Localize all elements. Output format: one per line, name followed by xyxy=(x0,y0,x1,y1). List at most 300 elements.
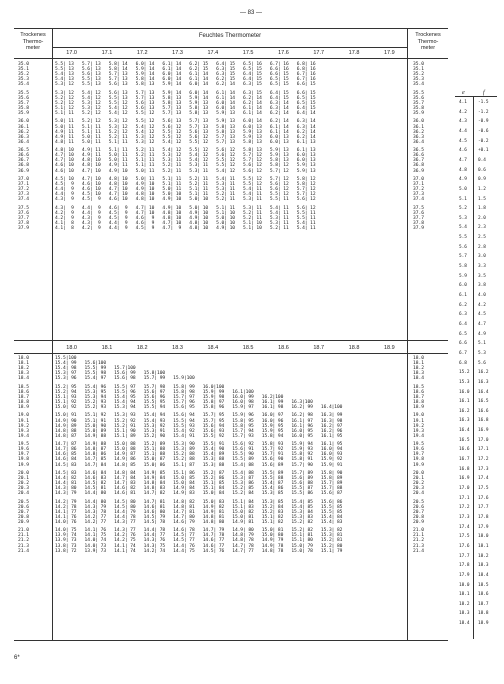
frame-header-bottom xyxy=(14,58,448,59)
dry-value-left: 37.8 xyxy=(18,220,30,226)
dry-value-right: 36.2 xyxy=(413,129,425,135)
dry-value-left: 18.0 xyxy=(18,356,30,361)
side-e-value: 4.8 xyxy=(459,167,467,173)
dry-value-right: 19.6 xyxy=(413,447,425,453)
table-row: 4.2| 9 4.3| 9 4.5| 9 4.6| 9 4.8| 10 4.9| 10 5.0| 10 5.2| 11 5.3| 11 5.5| 11 xyxy=(55,215,316,221)
table-row: 14.8| 88 15.0| 89 15.1| 90 15.3| 91 15.4| 92 15.6| 93 15.7| 94 15.9| 95 16.0| 95 16.2| 96 xyxy=(55,428,343,434)
dry-value-right: 37.5 xyxy=(413,205,425,211)
dry-value-right: 35.5 xyxy=(413,90,425,96)
side-f-value: 17.9 xyxy=(478,524,489,530)
side-e-value: 6.1 xyxy=(459,293,467,298)
dry-value-right: 37.1 xyxy=(413,181,425,187)
dry-value-left: 18.3 xyxy=(18,371,30,377)
side-f-value: 17.1 xyxy=(478,447,489,453)
table-row: 5.3| 12 5.5| 13 5.6| 13 5.8| 13 5.9| 14 6.0| 14 6.2| 14 6.3| 15 6.5| 15 6.6| 15 xyxy=(55,82,316,88)
dry-value-right: 19.8 xyxy=(413,457,425,463)
side-f-value: -0.9 xyxy=(478,119,489,125)
column-header: 18.1 xyxy=(101,345,113,351)
dry-value-left: 19.4 xyxy=(18,433,30,439)
side-f-value: 5.1 xyxy=(478,341,486,347)
dry-value-left: 35.0 xyxy=(18,62,30,67)
dry-value-right: 18.6 xyxy=(413,389,425,395)
dry-value-left: 19.8 xyxy=(18,457,30,463)
dry-value-right: 18.7 xyxy=(413,394,425,400)
dry-value-left: 20.2 xyxy=(18,481,30,486)
table-row: 14.0| 75 14.1| 76 14.3| 77 14.4| 78 14.6| 78 14.7| 79 14.9| 80 15.0| 81 15.2| 82 15.3| 82 xyxy=(55,528,343,534)
dry-value-left: 19.3 xyxy=(18,428,30,434)
frame-left-col-divider xyxy=(52,28,53,640)
side-f-value: 5.3 xyxy=(478,350,486,356)
dry-value-left: 36.9 xyxy=(18,168,30,174)
table-row: 15.3| 96 15.4| 97 15.6| 98 15.7| 99 15.9|100 xyxy=(55,376,195,382)
dry-value-right: 19.0 xyxy=(413,413,425,419)
side-f-value: 18.1 xyxy=(478,543,489,549)
dry-value-right: 37.9 xyxy=(413,225,425,231)
side-f-value: 16.6 xyxy=(478,408,489,414)
side-e-value: 4.4 xyxy=(459,128,467,134)
side-f-value: 16.5 xyxy=(478,399,489,405)
table-row: 4.6| 10 4.7| 10 4.9| 10 5.0| 11 5.2| 11 5.3| 11 5.4| 12 5.6| 12 5.7| 12 5.9| 13 xyxy=(55,168,316,174)
side-f-value: 0.4 xyxy=(478,157,486,163)
dry-value-right: 21.0 xyxy=(413,528,425,534)
dry-value-left: 19.1 xyxy=(18,418,30,424)
side-e-value: 16.7 xyxy=(459,457,470,463)
side-f-value: 0.9 xyxy=(478,177,486,183)
dry-value-right: 18.3 xyxy=(413,371,425,377)
dry-value-left: 18.8 xyxy=(18,400,30,405)
side-f-value: 18.2 xyxy=(478,553,489,559)
side-f-value: 3.3 xyxy=(478,264,486,270)
column-header: 17.0 xyxy=(66,50,77,56)
table-row: 5.0| 11 5.1| 11 5.3| 12 5.4| 12 5.6| 12 5.7| 13 5.8| 13 6.0| 13 6.1| 14 6.3| 14 xyxy=(55,124,316,130)
column-header: 17.4 xyxy=(207,50,219,56)
dry-value-left: 19.0 xyxy=(18,413,30,419)
dry-value-left: 36.1 xyxy=(18,124,30,130)
dry-value-right: 19.2 xyxy=(413,423,425,429)
table-row: 4.7| 10 4.9| 11 5.0| 11 5.2| 11 5.3| 12 5.4| 12 5.6| 12 5.7| 12 5.9| 13 6.0| 13 xyxy=(55,153,316,159)
dry-value-right: 35.1 xyxy=(413,67,425,73)
table-row: 4.6| 10 4.8| 10 4.9| 11 5.1| 11 5.2| 11 5.3| 11 5.5| 12 5.6| 12 5.8| 12 5.9| 13 xyxy=(55,163,316,169)
frame-top xyxy=(14,28,448,29)
table-row: 4.2| 9 4.4| 9 4.5| 9 4.7| 10 4.8| 10 4.9| 10 5.1| 10 5.2| 11 5.4| 11 5.5| 11 xyxy=(55,210,316,216)
side-e-value: 18.4 xyxy=(459,621,470,627)
side-e-value: 16.4 xyxy=(459,428,470,434)
dry-value-left: 19.2 xyxy=(18,423,30,429)
table-row: 15.2| 94 15.3| 95 15.5| 96 15.6| 97 15.8| 98 15.9| 99 16.1|100 xyxy=(55,389,254,395)
center-header-label: Feuchtes Thermometer xyxy=(198,33,262,39)
table-row: 5.5| 13 5.6| 13 5.8| 14 5.9| 14 6.1| 14 6.2| 15 6.3| 15 6.5| 15 6.6| 16 6.8| 16 xyxy=(55,67,316,73)
table-row: 13.9| 74 14.1| 75 14.2| 76 14.4| 77 14.5| 77 14.7| 78 14.8| 79 15.0| 80 15.1| 81 15.3| 81 xyxy=(55,533,343,539)
table-row: 4.3| 9 4.5| 9 4.6| 10 4.8| 10 4.9| 10 5.0| 10 5.2| 11 5.3| 11 5.5| 11 5.6| 12 xyxy=(55,197,316,203)
dry-value-left: 21.0 xyxy=(18,528,30,534)
side-e-value: 17.3 xyxy=(459,514,470,520)
dry-value-right: 20.1 xyxy=(413,475,425,481)
column-header: 17.3 xyxy=(172,50,183,56)
dry-value-left: 18.7 xyxy=(18,394,30,400)
side-f-value: 0.6 xyxy=(478,167,486,173)
table-row: 5.4| 13 5.5| 13 5.7| 13 5.8| 14 6.0| 14 6.1| 14 6.2| 15 6.4| 15 6.5| 15 6.7| 16 xyxy=(55,77,316,83)
dry-value-left: 36.4 xyxy=(18,139,30,145)
dry-value-right: 18.9 xyxy=(413,405,425,411)
column-header: 17.5 xyxy=(242,50,254,56)
dry-value-left: 18.1 xyxy=(18,361,30,367)
table-row: 5.5| 13 5.7| 13 5.8| 14 6.0| 14 6.1| 14 6.2| 15 6.4| 15 6.5| 16 6.7| 16 6.8| 16 xyxy=(55,62,316,67)
side-f-value: 16.2 xyxy=(478,370,489,376)
column-header: 17.9 xyxy=(383,50,395,56)
side-f-value: 18.3 xyxy=(478,563,489,569)
side-col-f-header: f xyxy=(483,90,485,96)
table-row: 4.9| 11 5.0| 11 5.2| 11 5.3| 12 5.5| 12 5.6| 12 5.7| 13 5.9| 13 6.0| 13 6.2| 14 xyxy=(55,134,316,140)
dry-value-left: 36.7 xyxy=(18,158,30,164)
side-e-value: 4.7 xyxy=(459,157,467,163)
dry-value-left: 35.3 xyxy=(18,77,30,83)
side-e-value: 5.8 xyxy=(459,264,467,270)
side-e-value: 5.0 xyxy=(459,186,467,192)
table-row: 15.5|100 xyxy=(55,356,77,361)
table-row: 14.3| 79 14.4| 80 14.6| 81 14.7| 82 14.9| 83 15.0| 84 15.2| 84 15.3| 85 15.5| 86 15.6| 87 xyxy=(55,491,343,497)
table-row: 13.9| 73 14.0| 74 14.2| 75 14.3| 76 14.5| 77 14.6| 77 14.8| 78 14.9| 79 15.1| 80 15.2| 81 xyxy=(55,538,343,544)
side-e-value: 15.3 xyxy=(459,379,470,385)
side-f-value: 3.8 xyxy=(478,283,486,289)
table-row: 4.1| 8 4.3| 9 4.4| 9 4.6| 9 4.7| 10 4.8| 10 5.0| 10 5.1| 10 5.3| 11 5.4| 11 xyxy=(55,220,316,226)
table-row: 13.8| 72 13.9| 73 14.1| 74 14.2| 74 14.4| 75 14.5| 76 14.7| 77 14.8| 78 15.0| 78 15.1| 79 xyxy=(55,548,343,554)
side-e-value: 17.8 xyxy=(459,563,470,569)
dry-value-right: 36.7 xyxy=(413,158,425,164)
dry-value-left: 35.5 xyxy=(18,90,30,96)
dry-value-right: 18.5 xyxy=(413,384,425,390)
side-e-value: 4.9 xyxy=(459,177,467,183)
dry-value-left: 37.7 xyxy=(18,215,30,221)
dry-value-left: 18.9 xyxy=(18,405,30,411)
table-row: 5.2| 12 5.4| 12 5.5| 13 5.7| 13 5.8| 13 5.9| 14 6.1| 14 6.2| 14 6.4| 15 6.5| 15 xyxy=(55,95,316,101)
column-header: 18.8 xyxy=(348,345,360,351)
side-f-value: 17.2 xyxy=(478,457,489,463)
dry-value-right: 37.7 xyxy=(413,215,425,221)
side-f-value: 3.5 xyxy=(478,273,486,279)
column-header: 18.0 xyxy=(66,345,77,351)
dry-value-left: 37.3 xyxy=(18,192,30,198)
table-row: 4.8| 11 5.0| 11 5.1| 11 5.3| 12 5.4| 12 5.5| 12 5.7| 13 5.8| 13 6.0| 13 6.1| 13 xyxy=(55,139,316,145)
side-e-value: 16.6 xyxy=(459,447,470,453)
column-header: 18.2 xyxy=(136,345,148,351)
side-f-value: 16.3 xyxy=(478,379,489,385)
dry-value-right: 19.4 xyxy=(413,433,425,439)
column-header: 18.6 xyxy=(278,345,289,351)
dry-value-left: 20.4 xyxy=(18,491,30,497)
side-f-value: 17.6 xyxy=(478,495,489,501)
dry-value-right: 20.2 xyxy=(413,481,425,486)
table-row: 14.5| 83 14.7| 84 14.8| 85 15.0| 86 15.1| 87 15.3| 88 15.4| 88 15.6| 89 15.7| 90 15.9| 91 xyxy=(55,462,343,468)
dry-value-left: 20.7 xyxy=(18,509,30,515)
side-table-top xyxy=(455,96,497,97)
dry-value-left: 35.2 xyxy=(18,72,30,78)
dry-value-left: 35.1 xyxy=(18,67,30,73)
side-f-value: 18.5 xyxy=(478,582,489,588)
side-e-value: 16.5 xyxy=(459,437,470,443)
left-header-label: Trockenes Thermo- meter xyxy=(20,32,46,51)
dry-value-left: 37.4 xyxy=(18,197,30,203)
dry-value-right: 19.7 xyxy=(413,452,425,458)
table-row: 4.7| 10 4.8| 10 5.0| 11 5.1| 11 5.3| 11 5.4| 12 5.5| 12 5.7| 12 5.8| 13 6.0| 13 xyxy=(55,158,316,164)
side-e-value: 18.0 xyxy=(459,582,470,588)
dry-value-left: 20.8 xyxy=(18,514,30,520)
dry-value-left: 36.3 xyxy=(18,134,30,140)
side-e-value: 6.5 xyxy=(459,331,467,337)
page-number: — 83 — xyxy=(240,10,263,16)
block-separator-2 xyxy=(14,353,448,354)
side-e-value: 5.5 xyxy=(459,235,467,241)
side-f-value: 18.8 xyxy=(478,611,489,617)
column-header: 17.1 xyxy=(101,50,113,56)
side-f-value: 2.8 xyxy=(478,244,486,250)
dry-value-right: 18.4 xyxy=(413,376,425,382)
dry-value-right: 35.4 xyxy=(413,82,425,88)
side-f-value: 18.9 xyxy=(478,621,489,627)
table-row: 5.0| 11 5.2| 12 5.3| 12 5.5| 12 5.6| 13 5.7| 13 5.9| 13 6.0| 14 6.2| 14 6.3| 14 xyxy=(55,119,316,125)
dry-value-right: 35.7 xyxy=(413,100,425,106)
side-e-value: 17.6 xyxy=(459,543,470,549)
side-e-value: 4.6 xyxy=(459,148,467,154)
dry-value-right: 20.5 xyxy=(413,499,425,505)
dry-value-left: 37.9 xyxy=(18,225,30,231)
side-e-value: 5.9 xyxy=(459,273,467,279)
table-row: 15.0| 92 15.2| 93 15.3| 94 15.5| 94 15.6| 95 15.8| 96 15.9| 97 16.1| 98 16.2| 99 16.4|100 xyxy=(55,405,343,411)
side-e-value: 16.3 xyxy=(459,418,470,424)
table-row: 4.4| 9 4.5| 10 4.7| 10 4.8| 10 5.0| 10 5.1| 11 5.2| 11 5.4| 11 5.5| 12 5.7| 12 xyxy=(55,192,316,198)
side-e-value: 17.2 xyxy=(459,505,470,511)
side-f-value: -1.2 xyxy=(478,109,489,115)
dry-value-left: 18.4 xyxy=(18,376,30,382)
dry-value-left: 19.6 xyxy=(18,447,30,453)
dry-value-right: 37.2 xyxy=(413,187,425,192)
dry-value-right: 37.6 xyxy=(413,210,425,216)
dry-value-left: 35.7 xyxy=(18,100,30,106)
dry-value-right: 20.6 xyxy=(413,504,425,510)
side-f-value: 4.5 xyxy=(478,312,486,318)
dry-value-left: 19.9 xyxy=(18,462,30,468)
dry-value-left: 18.5 xyxy=(18,384,30,390)
dry-value-right: 36.1 xyxy=(413,124,425,130)
dry-value-left: 36.0 xyxy=(18,119,30,125)
center-label-underline xyxy=(52,47,407,48)
side-e-value: 16.2 xyxy=(459,408,470,414)
side-e-value: 5.4 xyxy=(459,225,467,231)
table-row: 15.3| 97 15.5| 98 15.6| 99 15.8|100 xyxy=(55,371,166,377)
side-f-value: 16.8 xyxy=(478,418,489,424)
side-f-value: 4.2 xyxy=(478,302,486,308)
side-e-value: 15.2 xyxy=(459,370,470,376)
side-e-value: 5.1 xyxy=(459,196,467,202)
side-e-value: 6.8 xyxy=(459,360,467,366)
dry-value-left: 21.3 xyxy=(18,543,30,549)
table-row: 14.2| 78 14.3| 79 14.5| 80 14.6| 81 14.8| 81 14.9| 82 15.1| 83 15.2| 84 15.4| 85 15.5| 85 xyxy=(55,504,343,510)
table-row: 14.9| 89 15.0| 90 15.2| 91 15.3| 92 15.5| 93 15.6| 94 15.8| 95 15.9| 95 16.1| 96 16.2| 97 xyxy=(55,423,343,429)
side-f-value: 17.8 xyxy=(478,514,489,520)
dry-value-left: 20.5 xyxy=(18,499,30,505)
dry-value-right: 20.9 xyxy=(413,519,425,525)
side-f-value: 17.7 xyxy=(478,505,489,511)
dry-value-left: 35.8 xyxy=(18,106,30,111)
footer-mark: 6* xyxy=(14,655,20,661)
side-f-value: 17.3 xyxy=(478,466,489,472)
dry-value-right: 36.8 xyxy=(413,163,425,169)
table-row: 15.0| 91 15.1| 92 15.3| 93 15.4| 94 15.6| 94 15.7| 95 15.9| 96 16.0| 97 16.2| 98 16.3| 99 xyxy=(55,413,343,419)
dry-value-left: 21.4 xyxy=(18,548,30,554)
dry-value-right: 20.7 xyxy=(413,509,425,515)
table-row: 14.7| 86 14.8| 87 15.0| 88 15.1| 88 15.3| 89 15.4| 90 15.6| 91 15.7| 92 15.9| 93 16.0| 94 xyxy=(55,447,343,453)
side-f-value: 16.4 xyxy=(478,389,489,395)
dry-value-right: 19.1 xyxy=(413,418,425,424)
table-row: 4.4| 9 4.6| 10 4.7| 10 4.9| 10 5.0| 11 5.1| 11 5.3| 11 5.4| 11 5.6| 12 5.7| 12 xyxy=(55,187,316,192)
frame-bottom xyxy=(14,640,448,641)
side-f-value: 2.0 xyxy=(478,215,486,221)
side-e-value: 16.0 xyxy=(459,389,470,395)
dry-value-left: 37.2 xyxy=(18,187,30,192)
dry-value-right: 21.1 xyxy=(413,533,425,539)
table-row: 5.1| 12 5.3| 12 5.4| 12 5.6| 13 5.7| 13 5.8| 13 6.0| 14 6.1| 14 6.3| 14 6.4| 15 xyxy=(55,106,316,111)
side-f-value: -0.6 xyxy=(478,128,489,134)
side-f-value: 18.7 xyxy=(478,601,489,607)
dry-value-right: 20.4 xyxy=(413,491,425,497)
table-row: 4.1| 8 4.2| 9 4.4| 9 4.5| 9 4.7| 9 4.8| 10 4.9| 10 5.1| 10 5.2| 11 5.4| 11 xyxy=(55,225,316,231)
side-f-value: 18.0 xyxy=(478,534,489,540)
dry-value-left: 37.0 xyxy=(18,176,30,182)
side-e-value: 16.8 xyxy=(459,466,470,472)
side-e-value: 4.5 xyxy=(459,138,467,144)
side-f-value: 4.0 xyxy=(478,293,486,298)
side-e-value: 6.0 xyxy=(459,283,467,289)
table-row: 4.3| 9 4.4| 9 4.6| 9 4.7| 10 4.9| 10 5.0| 10 5.1| 11 5.3| 11 5.4| 11 5.6| 12 xyxy=(55,205,316,211)
dry-value-right: 18.1 xyxy=(413,361,425,367)
dry-value-right: 35.6 xyxy=(413,95,425,101)
side-e-value: 6.6 xyxy=(459,341,467,347)
dry-value-left: 36.8 xyxy=(18,163,30,169)
dry-value-right: 18.8 xyxy=(413,400,425,405)
block-separator xyxy=(14,340,448,341)
side-f-value: 4.9 xyxy=(478,331,486,337)
dry-value-left: 37.1 xyxy=(18,181,30,187)
dry-value-right: 21.4 xyxy=(413,548,425,554)
table-row: 15.4| 98 15.5| 99 15.7|100 xyxy=(55,366,136,372)
table-row: 4.8| 10 4.9| 11 5.1| 11 5.2| 11 5.4| 12 5.5| 12 5.6| 12 5.8| 13 5.9| 13 6.1| 13 xyxy=(55,148,316,154)
side-e-value: 4.1 xyxy=(459,100,467,105)
table-row: 14.1| 76 14.2| 77 14.4| 78 14.5| 79 14.7| 80 14.8| 81 15.0| 81 15.1| 82 15.3| 83 15.4| 84 xyxy=(55,514,343,520)
side-e-value: 6.4 xyxy=(459,321,467,327)
side-e-value: 6.3 xyxy=(459,312,467,318)
dry-value-right: 36.5 xyxy=(413,148,425,154)
side-f-value: 4.7 xyxy=(478,321,486,327)
dry-value-right: 37.8 xyxy=(413,220,425,226)
side-e-value: 4.2 xyxy=(459,109,467,115)
table-row: 14.9| 90 15.1| 91 15.2| 92 15.4| 93 15.5| 94 15.7| 95 15.8| 95 16.0| 96 16.1| 97 16.3| 98 xyxy=(55,418,343,424)
dry-value-right: 36.9 xyxy=(413,168,425,174)
dry-value-right: 18.0 xyxy=(413,356,425,361)
side-e-value: 16.1 xyxy=(459,399,470,405)
table-row: 14.1| 77 14.3| 78 14.4| 79 14.6| 80 14.7| 81 14.9| 81 15.0| 82 15.2| 83 15.3| 84 15.5| 85 xyxy=(55,509,343,515)
dry-value-left: 20.9 xyxy=(18,519,30,525)
table-row: 13.8| 73 14.0| 73 14.1| 74 14.3| 75 14.4| 76 14.6| 77 14.7| 78 14.9| 78 15.0| 79 15.2| 80 xyxy=(55,543,343,549)
dry-value-right: 35.0 xyxy=(413,62,425,67)
dry-value-right: 36.6 xyxy=(413,153,425,159)
column-header: 17.6 xyxy=(278,50,289,56)
side-f-value: 1.5 xyxy=(478,196,486,202)
dry-value-left: 18.2 xyxy=(18,366,30,372)
side-col-e-header: e xyxy=(462,90,465,96)
table-row: 14.5| 83 14.6| 84 14.8| 84 14.9| 85 15.1| 86 15.2| 87 15.4| 88 15.5| 89 15.7| 89 15.8| 90 xyxy=(55,470,343,476)
table-row: 14.2| 79 14.4| 80 14.5| 80 14.7| 81 14.8| 82 15.0| 83 15.1| 84 15.3| 85 15.4| 85 15.6| 86 xyxy=(55,499,343,505)
frame-right-col-divider xyxy=(407,28,408,640)
side-e-value: 16.9 xyxy=(459,476,470,482)
dry-value-left: 18.6 xyxy=(18,389,30,395)
dry-value-right: 35.9 xyxy=(413,111,425,117)
dry-value-right: 20.0 xyxy=(413,470,425,476)
dry-value-right: 35.3 xyxy=(413,77,425,83)
dry-value-left: 20.1 xyxy=(18,475,30,481)
dry-value-right: 19.5 xyxy=(413,442,425,448)
dry-value-left: 36.5 xyxy=(18,148,30,154)
side-f-value: 3.0 xyxy=(478,254,486,260)
column-header: 18.9 xyxy=(383,345,395,351)
dry-value-left: 35.4 xyxy=(18,82,30,88)
table-row: 15.1| 92 15.2| 93 15.4| 94 15.5| 95 15.7| 96 15.8| 97 16.0| 98 16.1| 99 16.3|100 xyxy=(55,400,313,405)
side-f-value: -1.5 xyxy=(478,100,489,105)
column-header: 18.7 xyxy=(313,345,325,351)
side-e-value: 17.5 xyxy=(459,534,470,540)
side-f-value: 17.0 xyxy=(478,437,489,443)
table-row: 14.3| 80 14.5| 81 14.6| 82 14.8| 83 14.9| 84 15.1| 84 15.2| 85 15.4| 86 15.5| 87 15.7| 88 xyxy=(55,486,343,492)
table-row: 14.6| 84 14.7| 85 14.9| 86 15.0| 87 15.2| 88 15.3| 88 15.5| 89 15.6| 90 15.8| 91 15.9| 92 xyxy=(55,457,343,463)
column-header: 17.2 xyxy=(136,50,148,56)
dry-value-right: 20.3 xyxy=(413,486,425,492)
side-e-value: 18.3 xyxy=(459,611,470,617)
side-e-value: 18.2 xyxy=(459,601,470,607)
dry-value-left: 37.6 xyxy=(18,210,30,216)
side-f-value: 1.2 xyxy=(478,186,486,192)
dry-value-left: 36.6 xyxy=(18,153,30,159)
dry-value-left: 21.2 xyxy=(18,538,30,544)
table-row: 5.1| 11 5.2| 12 5.4| 12 5.5| 12 5.7| 13 5.8| 13 5.9| 13 6.1| 14 6.2| 14 6.4| 14 xyxy=(55,111,316,117)
side-e-value: 17.7 xyxy=(459,553,470,559)
side-f-value: -0.2 xyxy=(478,138,489,144)
dry-value-left: 37.5 xyxy=(18,205,30,211)
side-e-value: 6.7 xyxy=(459,350,467,356)
dry-value-right: 19.3 xyxy=(413,428,425,434)
dry-value-right: 36.0 xyxy=(413,119,425,125)
column-header: 17.8 xyxy=(348,50,360,56)
side-f-value: 1.8 xyxy=(478,206,486,212)
side-f-value: 2.3 xyxy=(478,225,486,231)
dry-value-right: 19.9 xyxy=(413,462,425,468)
column-header: 18.5 xyxy=(242,345,254,351)
dry-value-left: 19.5 xyxy=(18,442,30,448)
side-table-divider xyxy=(473,96,474,639)
side-e-value: 6.2 xyxy=(459,302,467,308)
side-f-value: 2.5 xyxy=(478,235,486,241)
dry-value-right: 37.4 xyxy=(413,197,425,203)
table-row: 4.5| 10 4.7| 10 4.8| 10 5.0| 11 5.1| 11 5.2| 11 5.4| 11 5.5| 12 5.7| 12 5.8| 12 xyxy=(55,176,316,182)
table-row: 14.4| 82 14.6| 83 14.7| 84 14.9| 84 15.0| 85 15.2| 86 15.3| 87 15.5| 88 15.6| 89 15.8| 89 xyxy=(55,475,343,481)
table-row: 14.7| 87 14.9| 88 15.0| 88 15.2| 89 15.3| 90 15.5| 91 15.6| 92 15.8| 93 15.9| 94 16.1| 95 xyxy=(55,442,343,448)
right-header-label: Trockenes Thermo- meter xyxy=(415,32,441,51)
column-header: 18.3 xyxy=(172,345,183,351)
dry-value-left: 36.2 xyxy=(18,129,30,135)
side-f-value: 17.4 xyxy=(478,476,489,482)
side-f-value: 17.5 xyxy=(478,486,489,491)
dry-value-left: 19.7 xyxy=(18,452,30,458)
side-f-value: 16.9 xyxy=(478,428,489,434)
dry-value-right: 37.0 xyxy=(413,176,425,182)
side-f-value: 18.6 xyxy=(478,592,489,598)
